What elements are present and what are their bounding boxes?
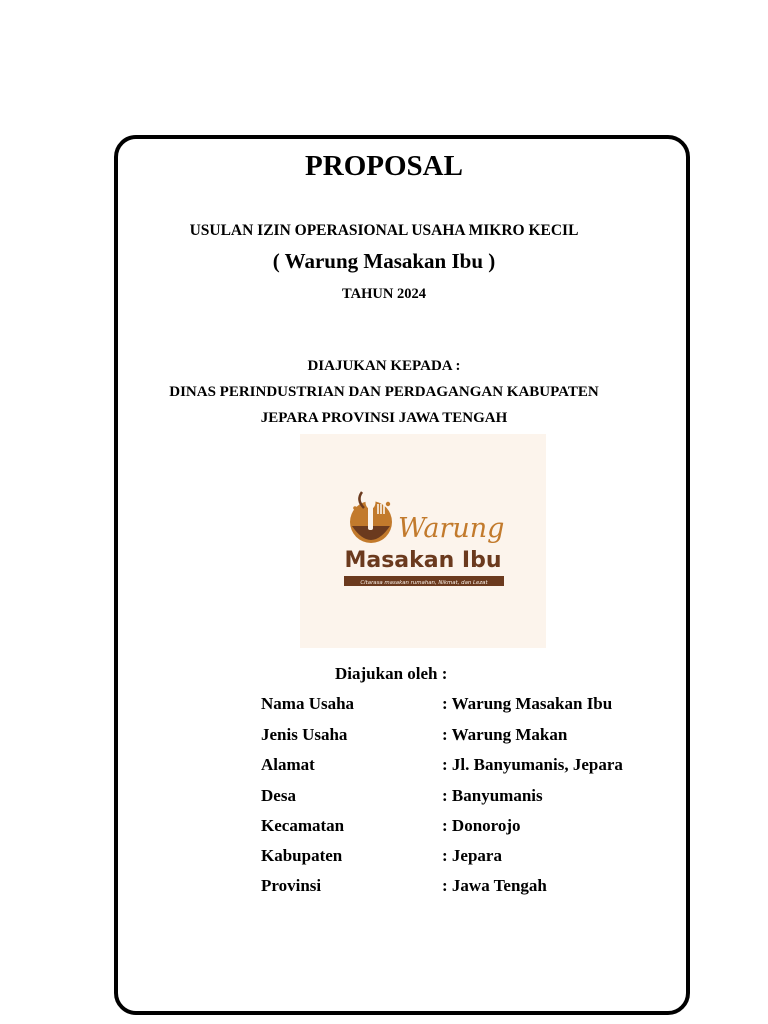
submitted-to-heading: DIAJUKAN KEPADA : [307,358,461,374]
field-value: : Donorojo [442,816,521,835]
submitted-by-heading: Diajukan oleh : [335,664,448,683]
field-label: Desa [261,786,296,805]
submitted-to-line1: DINAS PERINDUSTRIAN DAN PERDAGANGAN KABUPATEN [169,384,599,400]
submitted-to-line2: JEPARA PROVINSI JAWA TENGAH [260,410,508,426]
field-value: : Banyumanis [442,786,543,805]
field-label: Alamat [261,755,315,774]
business-logo [300,434,546,648]
proposal-subtitle: USULAN IZIN OPERASIONAL USAHA MIKRO KECIL [189,222,579,239]
field-label: Jenis Usaha [261,725,348,744]
logo-tagline: Citarasa masakan rumahan, Nikmat, dan Lezat [360,580,488,586]
field-label: Nama Usaha [261,694,355,713]
field-label: Kecamatan [261,816,345,835]
field-value: : Jl. Banyumanis, Jepara [442,755,623,774]
field-value: : Jepara [442,846,502,865]
field-label: Provinsi [261,876,322,895]
page-title: PROPOSAL [305,150,463,182]
field-value: : Jawa Tengah [442,876,547,895]
bowl-utensils-icon [350,492,392,543]
proposal-year: TAHUN 2024 [342,286,426,302]
logo-graphic [300,434,546,648]
field-value: : Warung Masakan Ibu [442,694,613,713]
field-value: : Warung Makan [442,725,568,744]
logo-line2: Masakan Ibu [344,548,502,573]
field-label: Kabupaten [261,846,343,865]
business-title: ( Warung Masakan Ibu ) [272,249,496,273]
logo-line1: Warung [398,513,505,544]
